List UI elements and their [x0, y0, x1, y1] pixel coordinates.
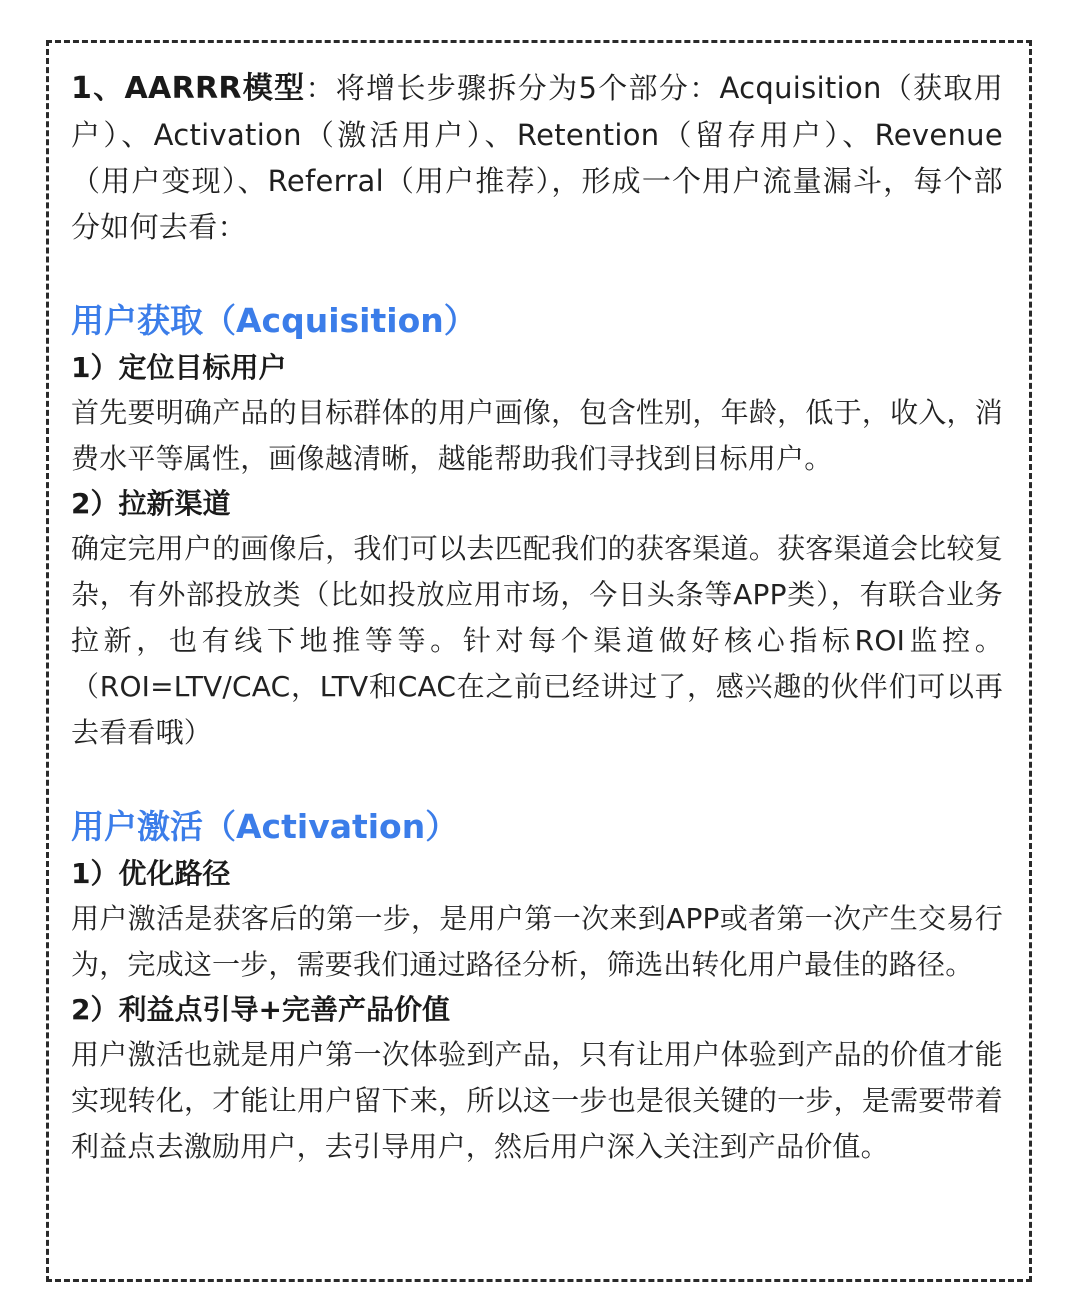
subsection-title: 2）利益点引导+完善产品价值	[71, 993, 450, 1026]
section-activation	[71, 802, 1003, 1170]
intro-paragraph	[71, 65, 1003, 250]
section-acquisition	[71, 296, 1003, 756]
subsection-text: 确定完用户的画像后，我们可以去匹配我们的获客渠道。获客渠道会比较复杂，有外部投放类（比如投放应用市场，今日头条等APP类），有联合业务拉新，也有线下地推等等。针对每个渠道做好核心指标ROI监控。（ROI=LTV/CAC，LTV和CAC在之前已经讲过了，感兴趣的伙伴们可以再去看看哦）	[71, 532, 1003, 749]
article-card	[46, 40, 1032, 1282]
intro-text: ：将增长步骤拆分为5个部分：Acquisition（获取用户）、Activation（激活用户）、Retention（留存用户）、Revenue（用户变现）、Referral（用户推荐），形成一个用户流量漏斗，每个部分如何去看：	[71, 71, 1003, 244]
section-title: 用户激活（Activation）	[71, 807, 459, 846]
intro-heading: 1、AARRR模型	[71, 71, 306, 106]
subsection-title: 2）拉新渠道	[71, 487, 231, 520]
subsection-title: 1）优化路径	[71, 857, 231, 890]
subsection-title: 1）定位目标用户	[71, 351, 287, 384]
subsection-text: 用户激活也就是用户第一次体验到产品，只有让用户体验到产品的价值才能实现转化，才能让用户留下来，所以这一步也是很关键的一步，是需要带着利益点去激励用户，去引导用户，然后用户深入关注到产品价值。	[71, 1038, 1003, 1163]
subsection-text: 用户激活是获客后的第一步，是用户第一次来到APP或者第一次产生交易行为，完成这一步，需要我们通过路径分析，筛选出转化用户最佳的路径。	[71, 902, 1003, 981]
subsection-text: 首先要明确产品的目标群体的用户画像，包含性别，年龄，低于，收入，消费水平等属性，画像越清晰，越能帮助我们寻找到目标用户。	[71, 396, 1003, 475]
section-title: 用户获取（Acquisition）	[71, 301, 477, 340]
